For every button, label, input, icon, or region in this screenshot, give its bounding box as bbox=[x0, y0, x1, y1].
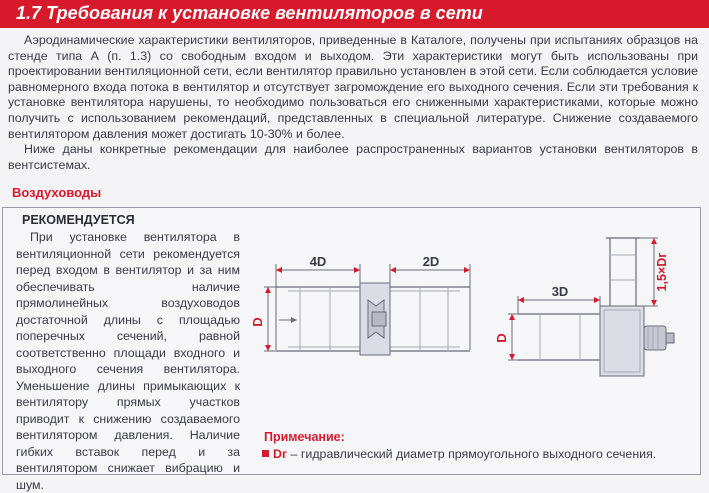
section-header bbox=[0, 0, 709, 28]
note-symbol: Dг bbox=[273, 447, 288, 461]
label-4d: 4D bbox=[309, 254, 327, 269]
intro-paragraph-2: Ниже даны конкретные рекомендации для наиболее распространенных вариантов установки вентиляторов в вентсистемах. bbox=[8, 142, 698, 172]
label-d-left: D bbox=[250, 317, 265, 327]
recommendation-text: При установке вентилятора в вентиляционной сети рекомендуется перед входом в вентилятор и за ним обеспечивать наличие прямолинейных воздуховодов достаточной длины с площадью поперечных сечений, равной соответственно площади входного и выходного сечения вентилятора. Уменьшение длины примыкающих к вентилятору прямых участков приводит к снижению создаваемого вентилятором давления. Наличие гибких вставок перед и за вентилятором снижает вибрацию и шум. bbox=[16, 230, 240, 492]
note-title: Примечание: bbox=[264, 430, 345, 444]
note-row bbox=[262, 447, 656, 461]
label-1-5-dg: 1,5×Dг bbox=[655, 252, 669, 292]
label-d-right: D bbox=[494, 333, 509, 343]
section-title: Воздуховоды bbox=[12, 185, 102, 200]
page-title: 1.7 Требования к установке вентиляторов в сети bbox=[16, 3, 483, 23]
intro-paragraph-1: Аэродинамические характеристики вентиляторов, приведенные в Каталоге, получены при испытаниях образцов на стенде типа А (п. 1.3) со свободным входом и выходом. Эти характеристики могут быть использованы при проектировании вентиляционной сети, если вентилятор правильно установлен в этой сети. Если соблюдается условие равномерного входа потока в вентилятор и отсутствует загромождение его выходного сечения. Если эти требования к установке вентилятора нарушены, то необходимо пользоваться его сниженными характеристиками, которые можно получить с использованием рекомендаций, представленных в специальной литературе. Снижение создаваемого вентилятором давления может достигать 10-30% и более. bbox=[8, 33, 698, 141]
bullet-square-icon bbox=[262, 450, 269, 457]
intro-text bbox=[8, 33, 698, 173]
label-2d: 2D bbox=[422, 254, 440, 269]
recommendation-title: РЕКОМЕНДУЕТСЯ bbox=[22, 213, 135, 227]
note-text: – гидравлический диаметр прямоугольного выходного сечения. bbox=[287, 447, 657, 461]
label-3d: 3D bbox=[551, 284, 569, 299]
